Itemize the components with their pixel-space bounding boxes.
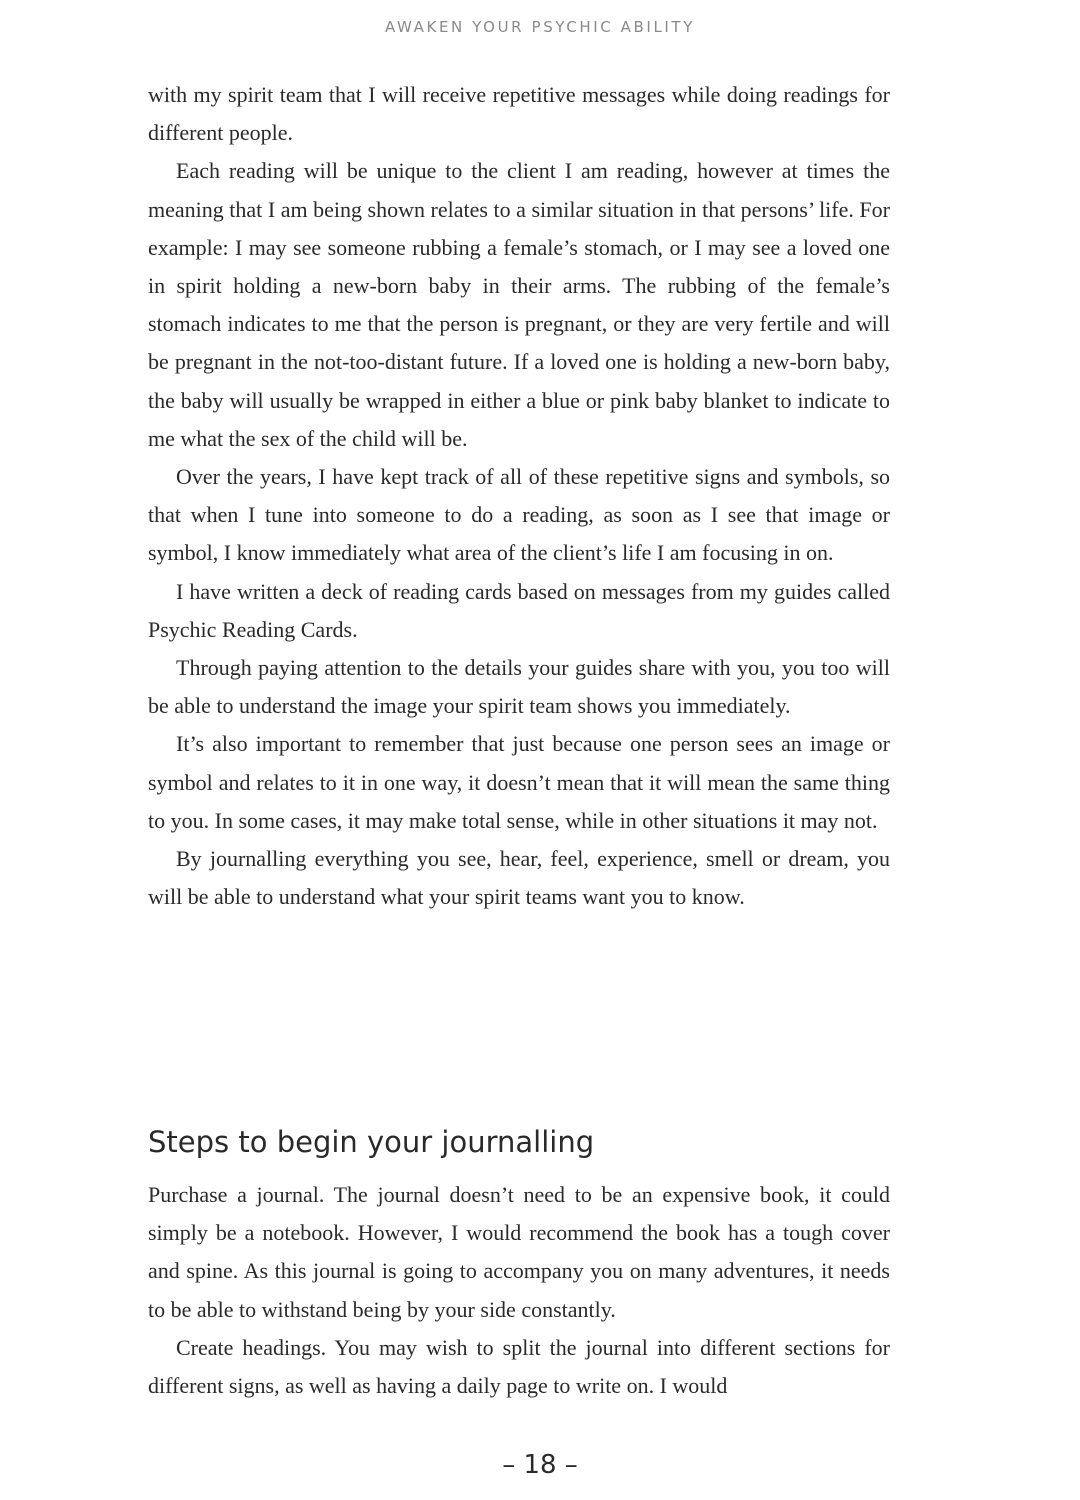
paragraph: It’s also important to remember that just because one person sees an image or symbol and relates to it in one way, it doesn’t mean that it will mean the same thing to you. In some cases, it may make total sense, while in other situations it may not. [148,731,890,833]
paragraph: Through paying attention to the details your guides share with you, you too will be able to understand the image your spirit team shows you immediately. [148,655,890,719]
body-text [148,76,890,916]
page-number: – 18 – [502,1450,578,1480]
paragraph: Over the years, I have kept track of all of these repetitive signs and symbols, so that when I tune into someone to do a reading, as soon as I see that image or symbol, I know immediately what area of the client’s life I am focusing in on. [148,464,890,566]
paragraph: Purchase a journal. The journal doesn’t need to be an expensive book, it could simply be a notebook. However, I would recommend the book has a tough cover and spine. As this journal is going to accompany you on many adventures, it needs to be able to withstand being by your side constantly. [148,1182,890,1322]
paragraph: By journalling everything you see, hear, feel, experience, smell or dream, you will be able to understand what your spirit teams want you to know. [148,846,890,910]
steps-text [148,1176,890,1405]
paragraph: Create headings. You may wish to split the journal into different sections for different signs, as well as having a daily page to write on. I would [148,1334,890,1399]
paragraph: Each reading will be unique to the client I am reading, however at times the meaning that I am being shown relates to a similar situation in that persons’ life. For example: I may see someone rubbing a female’s stomach, or I may see a loved one in spirit holding a new-born baby in their arms. The rubbing of the female’s stomach indicates to me that the person is pregnant, or they are very fertile and will be pregnant in the not-too-distant future. If a loved one is holding a new-born baby, the baby will usually be wrapped in either a blue or pink baby blanket to indicate to me what the sex of the child will be. [148,158,890,451]
paragraph: I have written a deck of reading cards based on messages from my guides called Psychic Reading Cards. [148,578,890,642]
paragraph: with my spirit team that I will receive repetitive messages while doing readings for different people. [148,82,890,146]
running-header: AWAKEN YOUR PSYCHIC ABILITY [385,18,695,36]
section-heading: Steps to begin your journalling [148,1125,595,1159]
